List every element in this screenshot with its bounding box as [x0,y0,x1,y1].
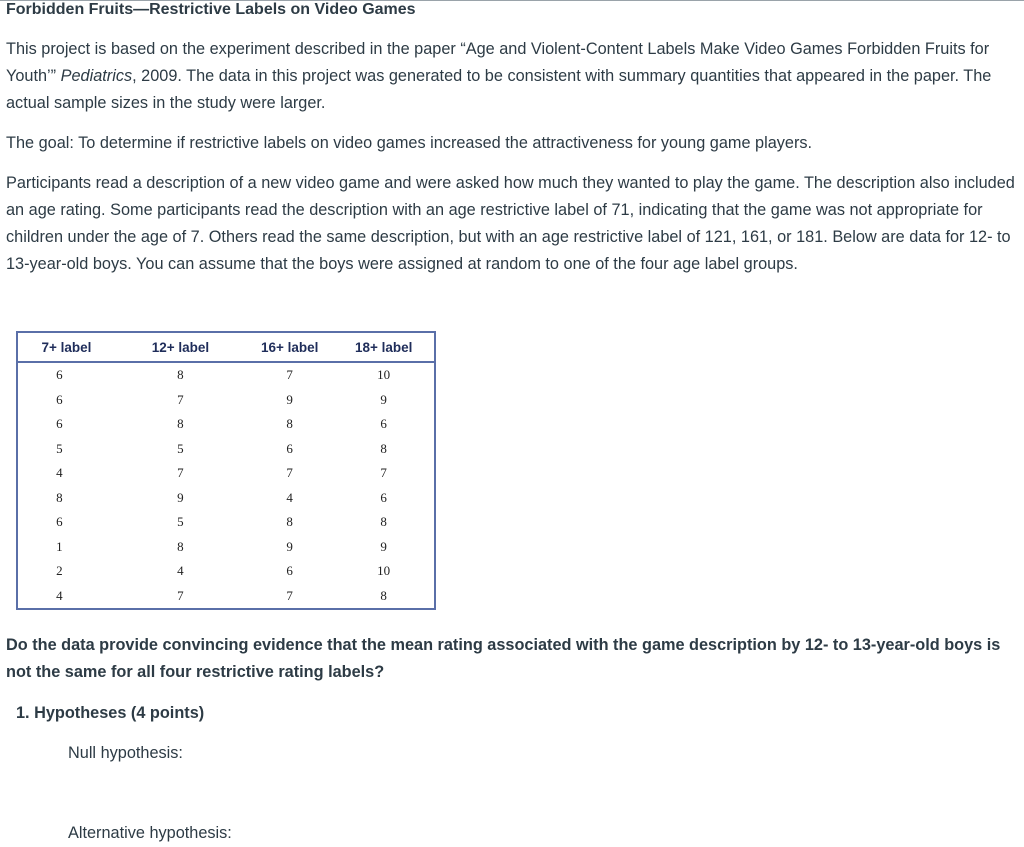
table-cell: 8 [286,514,293,529]
table-row [17,412,435,437]
table-cell: 8 [177,538,184,554]
table-cell: 5 [56,440,63,456]
table-cell: 4 [177,563,184,578]
table-cell: 7 [286,465,293,480]
table-cell: 6 [56,367,63,382]
table-cell: 10 [377,563,391,578]
table-cell: 1 [56,538,63,554]
table-row [17,486,435,511]
alternative-hypothesis-label: Alternative hypothesis: [68,824,232,842]
intro-paragraph [6,36,1016,117]
table-cell: 8 [380,440,387,456]
table-cell: 8 [286,416,293,431]
table-row [17,461,435,486]
table-row [17,388,435,413]
table-cell: 9 [380,538,387,554]
journal-name: Pediatrics [60,67,133,85]
table-row [17,437,435,462]
table-cell: 6 [56,391,63,407]
table-cell: 8 [177,367,184,382]
table-cell: 8 [177,416,184,431]
table-cell: 7 [380,465,387,480]
table-row [17,535,435,560]
table-cell: 9 [177,489,184,505]
table-cell: 5 [177,514,184,529]
table-cell: 6 [56,514,63,529]
intro-text-part1: This project is based on the experiment described in the paper “Age and Violent-Content Labels Make Video Games Forbidden Fruits for Youth’” [6,40,990,85]
table-cell: 6 [380,416,387,431]
null-hypothesis-label: Null hypothesis: [68,744,183,762]
column-header: 12+ label [115,332,246,362]
column-header: 7+ label [17,332,115,362]
table-cell: 8 [56,489,63,505]
table-cell: 7 [286,367,293,382]
column-header: 16+ label [246,332,333,362]
description-paragraph: Participants read a description of a new video game and were asked how much they wanted to play the game. The description also included an age rating. Some participants read the description with an age restrictive label of 71, indicating that the game was not appropriate for children under the age of 7. Others read the same description, but with an age restrictive label of 121, 161, or 181. Below are data for 12- to 13-year-old boys. You can assume that the boys were assigned at random to one of the four age label groups. [6,174,1015,273]
table-cell: 9 [286,391,293,407]
table-cell: 9 [380,391,387,407]
table-cell: 8 [380,587,387,603]
table-cell: 4 [286,489,293,505]
question-text: Do the data provide convincing evidence that the mean rating associated with the game description by 12- to 13-year-old boys is not the same for all four restrictive rating labels? [6,636,1001,681]
goal-paragraph: The goal: To determine if restrictive labels on video games increased the attractiveness for young game players. [6,134,813,152]
column-header: 18+ label [333,332,435,362]
ratings-table [16,331,436,610]
table-cell: 7 [177,465,184,480]
table-cell: 6 [286,440,293,456]
table-body [17,362,435,609]
table-cell: 6 [380,489,387,505]
table-header-row [17,332,435,362]
table-row [17,362,435,388]
table-cell: 9 [286,538,293,554]
table-row [17,559,435,584]
table-cell: 7 [286,587,293,603]
page-title: Forbidden Fruits—Restrictive Labels on Video Games [6,1,416,18]
table-cell: 5 [177,440,184,456]
table-cell: 2 [56,563,63,578]
table-row [17,584,435,610]
table-cell: 10 [377,367,391,382]
table-cell: 4 [56,587,63,603]
table-row [17,510,435,535]
hypotheses-heading: 1. Hypotheses (4 points) [16,704,205,722]
table-cell: 6 [56,416,63,431]
intro-text-part2: , 2009. The data in this project was generated to be consistent with summary quantities that appeared in the paper. The actual sample sizes in the study were larger. [6,67,992,112]
table-cell: 7 [177,391,184,407]
table-cell: 6 [286,563,293,578]
table-cell: 7 [177,587,184,603]
table-cell: 8 [380,514,387,529]
table-cell: 4 [56,465,63,480]
